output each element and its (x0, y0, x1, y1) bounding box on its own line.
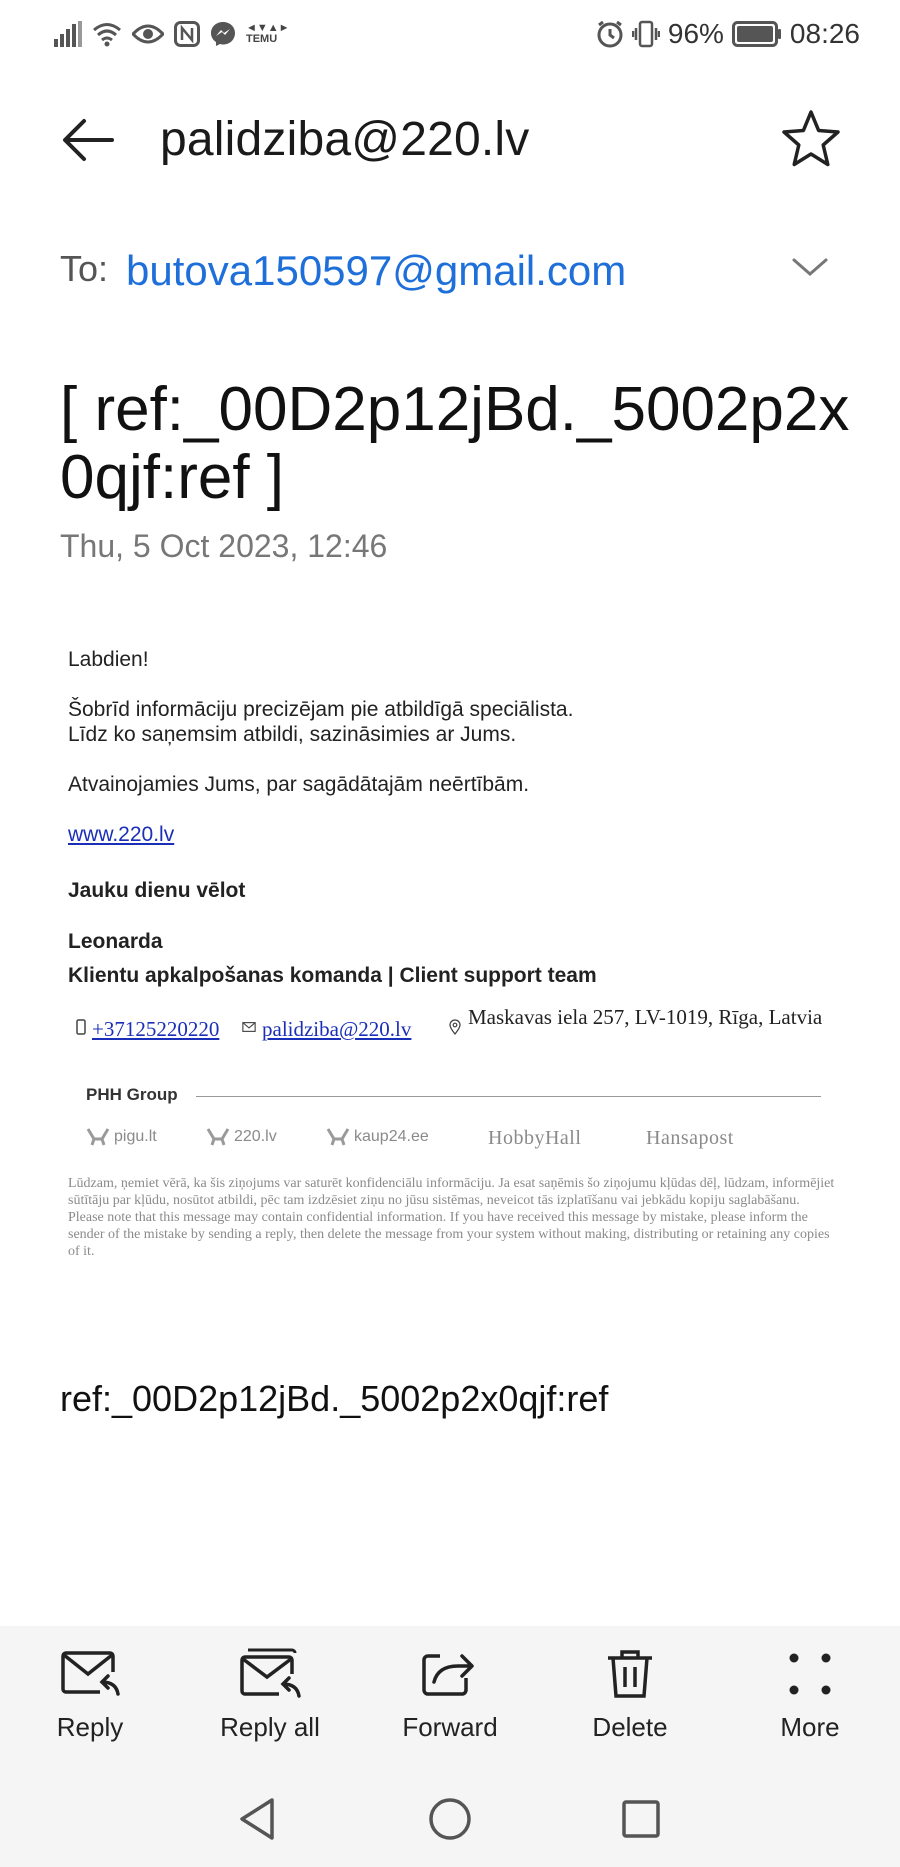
back-button[interactable] (58, 110, 118, 170)
brand-pigu (86, 1127, 157, 1147)
forward-button[interactable] (370, 1648, 530, 1768)
brand-hobbyhall-label: HobbyHall (488, 1127, 582, 1149)
closing: Jauku dienu vēlot (68, 879, 246, 902)
signal-icon (54, 21, 82, 47)
more-dots-icon (785, 1648, 835, 1700)
alarm-icon (596, 20, 624, 48)
signature-name: Leonarda (68, 930, 163, 953)
nav-back-button[interactable] (234, 1794, 284, 1844)
brand-kaup24-label: kaup24.ee (354, 1128, 429, 1145)
phone-icon (74, 1019, 88, 1035)
arrow-left-icon (58, 110, 118, 170)
reply-all-label: Reply all (220, 1712, 320, 1742)
status-bar (0, 0, 900, 70)
star-icon (780, 108, 842, 170)
delete-button[interactable] (550, 1648, 710, 1768)
chevron-down-icon (790, 252, 830, 282)
body-line-2: Līdz ko saņemsim atbildi, sazināsimies ar Jums. (68, 723, 517, 746)
group-label: PHH Group (86, 1085, 178, 1104)
expand-recipients-button[interactable] (790, 252, 830, 282)
divider (196, 1096, 821, 1097)
body-line-1: Šobrīd informāciju precizējam pie atbildīgā speciālista. (68, 698, 574, 721)
vibrate-icon (632, 20, 660, 48)
clock: 08:26 (789, 18, 860, 49)
messenger-icon (210, 21, 236, 47)
brand-hansapost-label: Hansapost (646, 1127, 734, 1149)
triangle-back-icon (234, 1794, 284, 1844)
body-line-3: Atvainojamies Jums, par sagādātajām neērtībām. (68, 773, 530, 796)
disclaimer-en: Please note that this message may contain confidential information. If you have received this message by mistake, please inform the sender of the mistake by sending a reply, then delete the message from your system without making, distributing or retaining any copies of it. (68, 1210, 830, 1259)
brand-220-label: 220.lv (234, 1128, 277, 1145)
reply-all-button[interactable] (190, 1648, 350, 1768)
phone-link[interactable]: +37125220220 (92, 1017, 220, 1041)
temu-label: TEMU (246, 33, 278, 45)
cart-logo-icon (86, 1127, 110, 1147)
email-subject: [ ref:_00D2p12jBd._5002p2x0qjf:ref ] (60, 375, 850, 512)
reply-button[interactable] (10, 1648, 170, 1768)
mail-icon (242, 1019, 256, 1035)
ref-footer: ref:_00D2p12jBd._5002p2x0qjf:ref (60, 1378, 609, 1419)
reply-all-icon (239, 1648, 301, 1700)
forward-label: Forward (402, 1712, 498, 1742)
reply-icon (60, 1648, 120, 1700)
email-date: Thu, 5 Oct 2023, 12:46 (60, 528, 388, 564)
brand-kaup24 (326, 1127, 429, 1147)
address: Maskavas iela 257, LV-1019, Rīga, Latvia (468, 1005, 823, 1029)
signature-team: Klientu apkalpošanas komanda | Client support team (68, 964, 597, 987)
status-left-icons (54, 16, 290, 52)
phh-group-banner (86, 1085, 831, 1165)
system-nav-bar (0, 1770, 900, 1867)
disclaimer-lv: Lūdzam, ņemiet vērā, ka šis ziņojums var saturēt konfidenciālu informāciju. Ja esat saņēmis šo ziņojumu kļūdas dēļ, lūdzam, informējiet sūtītāju par kļūdu, nosūtot atbildi, pēc tam izdzēsiet ziņu no jūsu sistēmas, neveicot tās izplatīšanu vai jebkādu kopiju saglabāšanu. (68, 1176, 835, 1208)
brand-pigu-label: pigu.lt (114, 1128, 157, 1145)
reply-label: Reply (56, 1712, 124, 1742)
to-label: To: (60, 248, 109, 289)
battery-percent: 96% (667, 18, 724, 49)
circle-home-icon (425, 1794, 475, 1844)
eye-icon (132, 22, 164, 46)
cart-logo-icon (326, 1127, 350, 1147)
nav-recents-button[interactable] (616, 1794, 666, 1844)
cart-logo-icon (206, 1127, 230, 1147)
brand-220 (206, 1127, 277, 1147)
recipient-email[interactable]: butova150597@gmail.com (126, 247, 627, 294)
battery-icon (732, 21, 782, 47)
more-button[interactable] (730, 1648, 890, 1768)
nfc-icon (174, 21, 200, 47)
delete-label: Delete (592, 1712, 668, 1742)
status-right (596, 14, 860, 54)
location-pin-icon (448, 1019, 462, 1035)
wifi-icon (92, 21, 122, 47)
nav-home-button[interactable] (425, 1794, 475, 1844)
email-link[interactable]: palidziba@220.lv (262, 1017, 412, 1041)
star-button[interactable] (780, 108, 842, 170)
brand-hobbyhall (488, 1127, 581, 1150)
temu-icon: ◄▼▲► TEMU (246, 22, 290, 45)
website-link[interactable]: www.220.lv (68, 823, 175, 846)
contact-info (68, 1005, 848, 1065)
brand-hansapost (646, 1127, 734, 1150)
forward-icon (420, 1648, 480, 1700)
trash-icon (605, 1648, 655, 1700)
disclaimer (68, 1175, 838, 1260)
greeting: Labdien! (68, 648, 149, 671)
sender-title: palidziba@220.lv (160, 113, 530, 166)
square-recents-icon (616, 1794, 666, 1844)
more-label: More (780, 1712, 840, 1742)
